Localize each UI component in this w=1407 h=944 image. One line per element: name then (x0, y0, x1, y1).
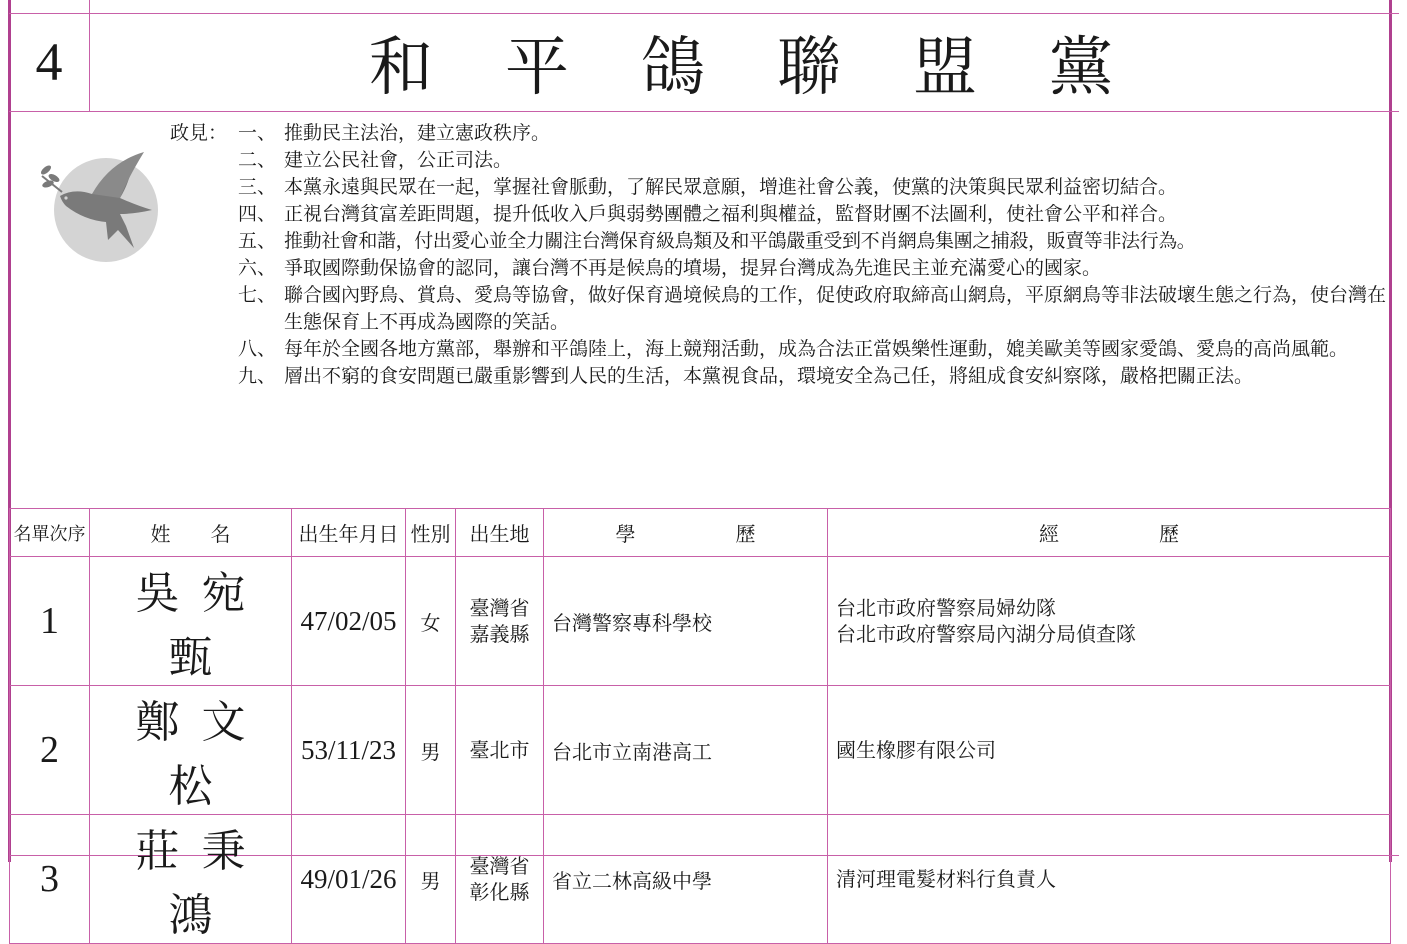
policy-text: 聯合國內野鳥、賞鳥、愛鳥等協會，做好保育過境候鳥的工作，促使政府取締高山網鳥，平原網鳥等非法破壞生態之行為，使台灣在生態保育上不再成為國際的笑話。 (284, 284, 1387, 333)
header-divider (89, 0, 90, 112)
candidate-education: 台灣警察專科學校 (544, 557, 828, 686)
policy-text: 正視台灣貧富差距問題，提升低收入戶與弱勢團體之福利與權益，監督財團不法圖利，使社會公平和祥合。 (284, 203, 1178, 225)
policy-item (238, 174, 1388, 201)
experience-line: 國生橡膠有限公司 (836, 738, 996, 762)
header-experience: 經 歷 (828, 509, 1391, 557)
candidate-experience (828, 686, 1391, 815)
policy-item (238, 201, 1388, 228)
birthplace-line: 臺灣省 (469, 854, 530, 878)
candidate-birthplace (456, 815, 544, 944)
policy-number: 四、 (238, 203, 277, 225)
header-sex: 性別 (406, 509, 456, 557)
policy-text: 本黨永遠與民眾在一起，掌握社會脈動，了解民眾意願，增進社會公義，使黨的決策與民眾利益密切結合。 (284, 176, 1178, 198)
policy-number: 六、 (238, 257, 277, 279)
dove-logo-icon (34, 148, 158, 268)
candidate-education: 省立二林高級中學 (544, 815, 828, 944)
candidate-dob: 49/01/26 (292, 815, 406, 944)
policy-text: 每年於全國各地方黨部，舉辦和平鴿陸上，海上競翔活動，成為合法正當娛樂性運動，媲美歐美等國家愛鴿、愛鳥的高尚風範。 (284, 338, 1349, 360)
candidate-sex: 男 (406, 686, 456, 815)
candidate-rank: 1 (10, 557, 90, 686)
policy-text: 推動社會和諧，付出愛心並全力關注台灣保育級鳥類及和平鴿嚴重受到不肖網鳥集團之捕殺，販賣等非法行為。 (284, 230, 1196, 252)
header-education: 學 歷 (544, 509, 828, 557)
candidate-name: 鄭文松 (90, 686, 292, 815)
candidate-experience (828, 815, 1391, 944)
policy-text: 建立公民社會，公正司法。 (284, 149, 513, 171)
policy-number: 二、 (238, 149, 277, 171)
policy-text: 爭取國際動保協會的認同，讓台灣不再是候鳥的墳場，提昇台灣成為先進民主並充滿愛心的國家。 (284, 257, 1102, 279)
header-rank: 名單次序 (10, 509, 90, 557)
header-birthplace: 出生地 (456, 509, 544, 557)
policy-item (238, 147, 1388, 174)
birthplace-line: 臺北市 (469, 738, 530, 762)
policy-item (238, 228, 1388, 255)
party-number: 4 (35, 32, 63, 92)
candidate-dob: 53/11/23 (292, 686, 406, 815)
header-name: 姓 名 (90, 509, 292, 557)
policy-list (238, 120, 1388, 390)
policy-number: 一、 (238, 122, 277, 144)
birthplace-line: 彰化縣 (469, 880, 530, 904)
candidate-dob: 47/02/05 (292, 557, 406, 686)
header-rule (9, 111, 1399, 112)
party-name: 和平鴿聯盟黨 (369, 31, 1185, 105)
policy-item (238, 363, 1388, 390)
policy-number: 九、 (238, 365, 277, 387)
experience-line: 台北市政府警察局內湖分局偵查隊 (836, 622, 1136, 646)
candidate-name: 莊秉鴻 (90, 815, 292, 944)
candidate-table (9, 508, 1391, 944)
candidate-sex: 男 (406, 815, 456, 944)
policy-number: 七、 (238, 284, 277, 306)
platform-label: 政見： (170, 122, 228, 144)
header-dob: 出生年月日 (292, 509, 406, 557)
candidate-sex: 女 (406, 557, 456, 686)
candidate-rank: 3 (10, 815, 90, 944)
policy-item (238, 120, 1388, 147)
policy-text: 推動民主法治，建立憲政秩序。 (284, 122, 551, 144)
candidate-name: 吳宛甄 (90, 557, 292, 686)
candidate-experience (828, 557, 1391, 686)
experience-line: 清河理電髮材料行負責人 (836, 867, 1056, 891)
candidate-rank: 2 (10, 686, 90, 815)
candidate-birthplace (456, 686, 544, 815)
candidate-birthplace (456, 557, 544, 686)
policy-item (238, 336, 1388, 363)
candidate-education: 台北市立南港高工 (544, 686, 828, 815)
policy-number: 五、 (238, 230, 277, 252)
table-row (10, 815, 1391, 944)
table-header-row (10, 509, 1391, 557)
birthplace-line: 臺灣省 (469, 596, 530, 620)
policy-item (238, 255, 1388, 282)
policy-item (238, 282, 1388, 336)
policy-number: 三、 (238, 176, 277, 198)
table-row (10, 557, 1391, 686)
birthplace-line: 嘉義縣 (469, 622, 530, 646)
table-row (10, 686, 1391, 815)
policy-text: 層出不窮的食安問題已嚴重影響到人民的生活，本黨視食品，環境安全為己任，將組成食安糾察隊，嚴格把關正法。 (284, 365, 1254, 387)
party-logo (34, 148, 158, 268)
policy-number: 八、 (238, 338, 277, 360)
experience-line: 台北市政府警察局婦幼隊 (836, 596, 1056, 620)
